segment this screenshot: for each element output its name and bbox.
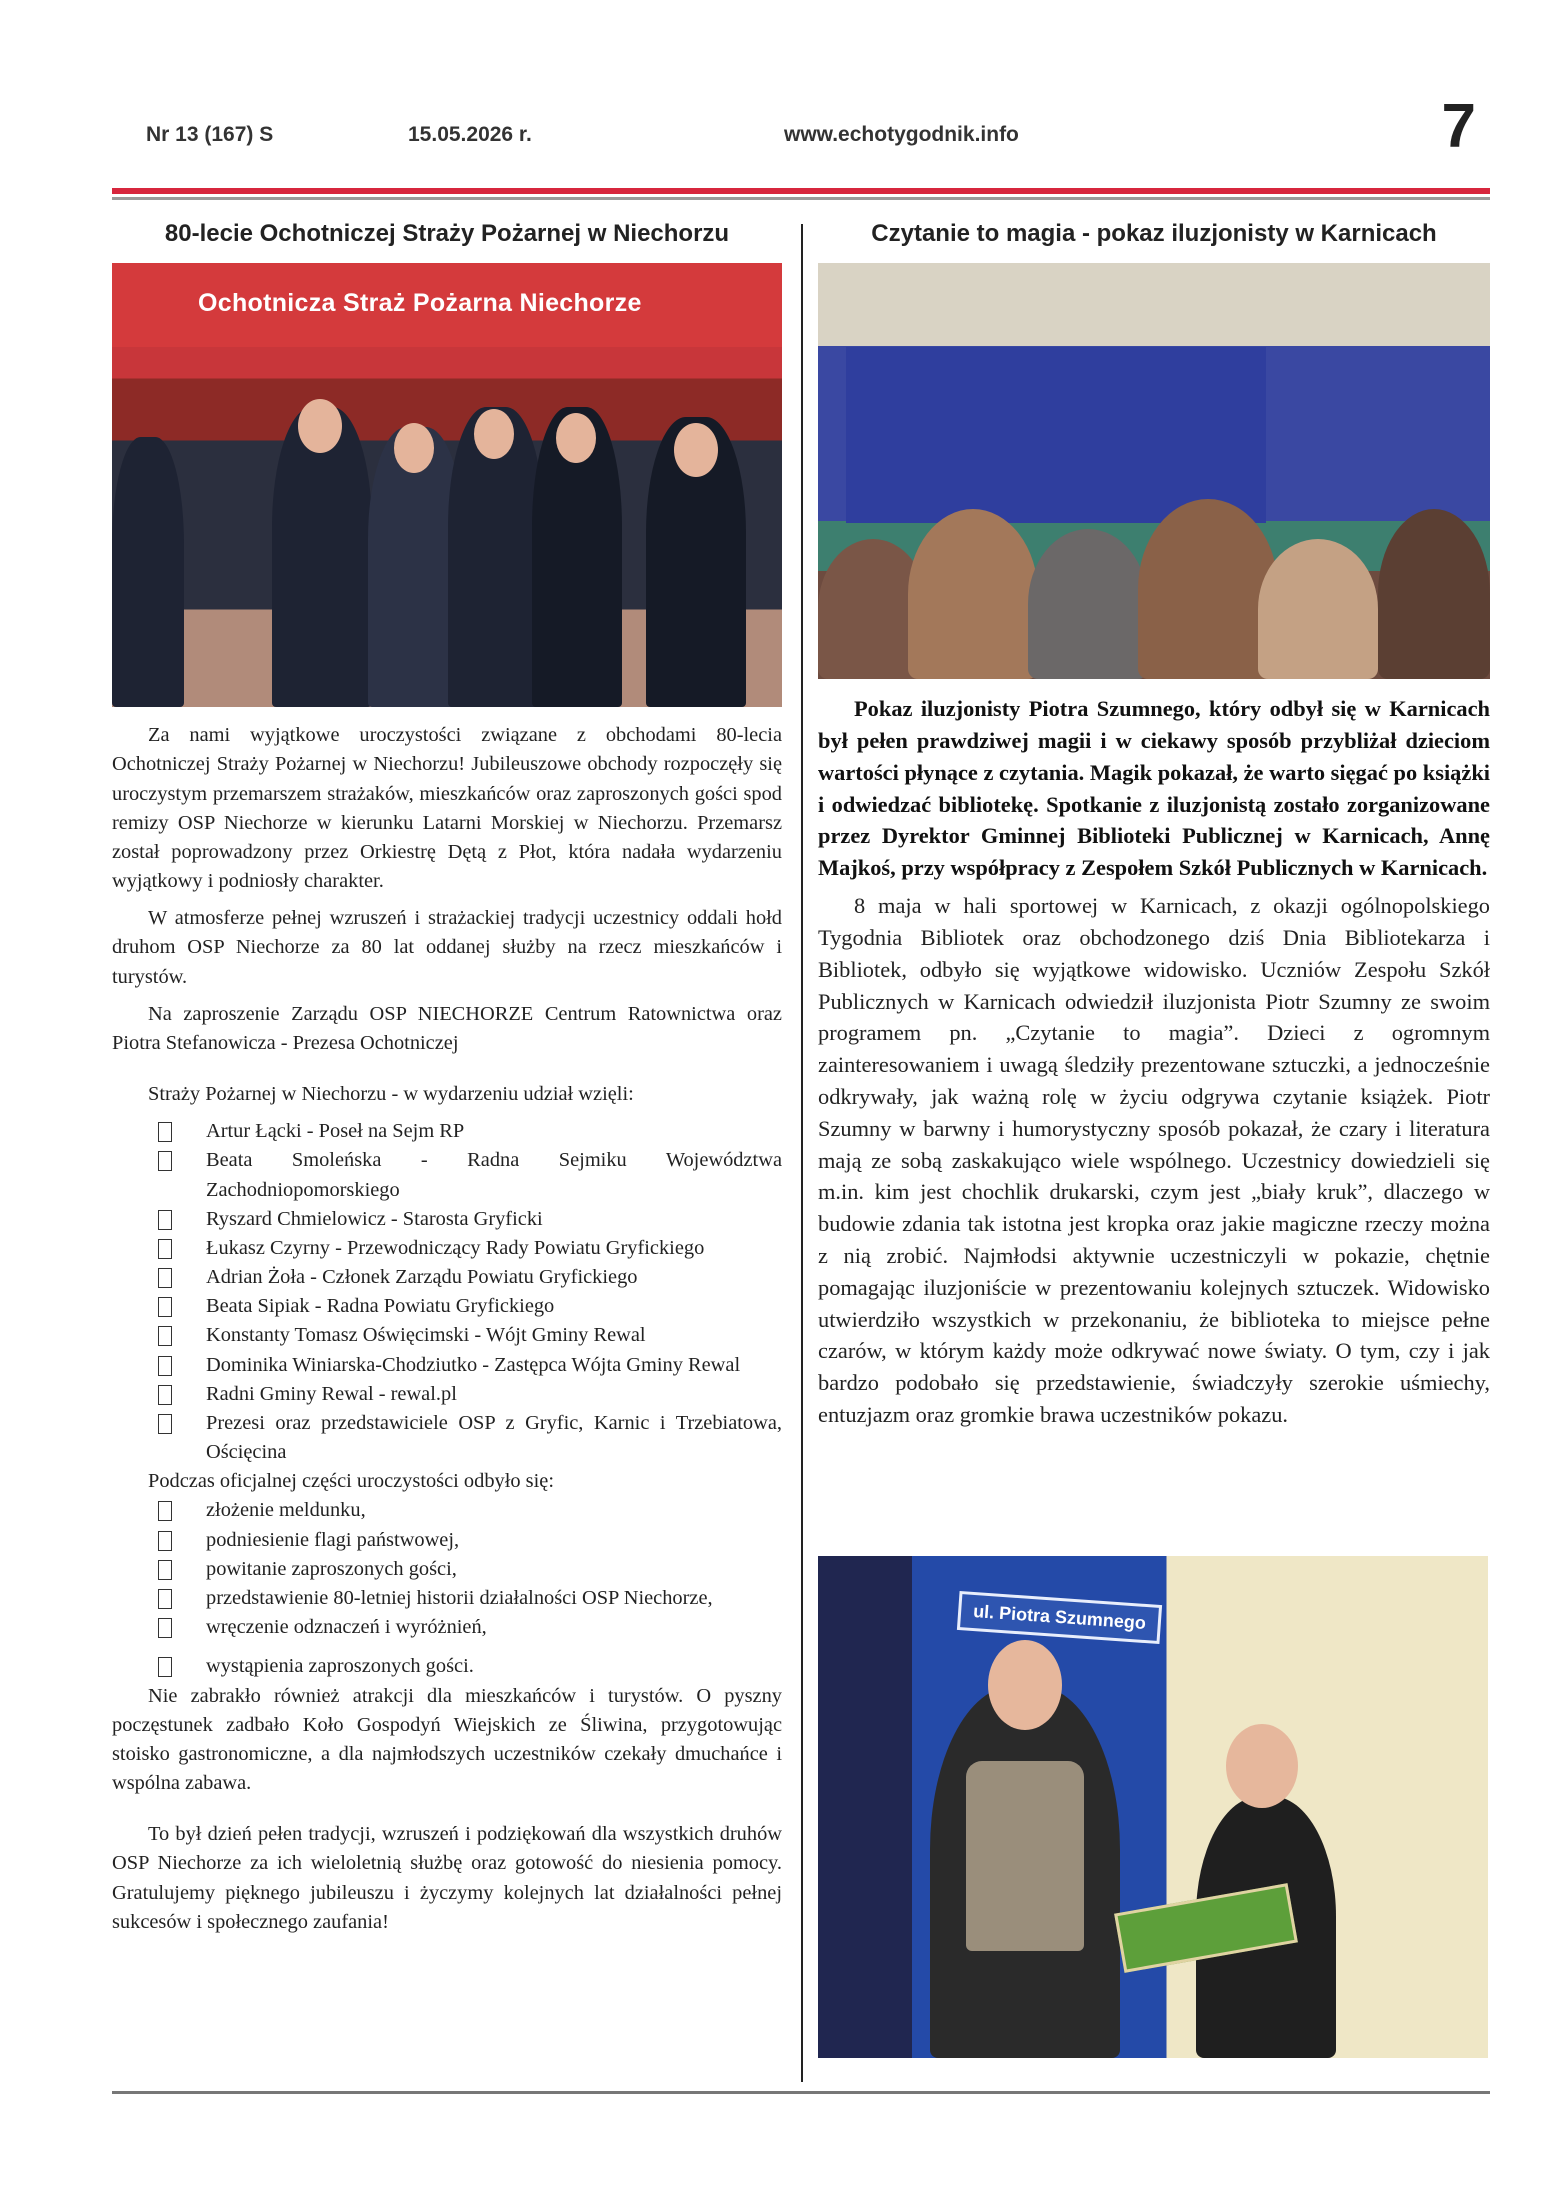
photo-vest bbox=[966, 1761, 1084, 1951]
list-item: złożenie meldunku, bbox=[112, 1496, 782, 1525]
list-item: Adrian Żoła - Członek Zarządu Powiatu Gryfickiego bbox=[112, 1263, 782, 1292]
photo-head bbox=[556, 413, 596, 463]
guest-list-intro: Straży Pożarnej w Niechorzu - w wydarzeniu udział wzięli: bbox=[148, 1083, 634, 1106]
list-item: wręczenie odznaczeń i wyróżnień, bbox=[112, 1613, 782, 1642]
photo-head bbox=[298, 399, 342, 453]
photo-figure bbox=[1028, 529, 1148, 679]
checkbox-glyph-icon bbox=[158, 1297, 172, 1317]
paragraph: To był dzień pełen tradycji, wzruszeń i podziękowań dla wszystkich druhów OSP Niechorze za ich wieloletnią służbę oraz gotowość do niesienia pomocy. Gratulujemy pięknego jubileuszu i życzymy kolejnych lat działalności pełnej sukcesów i społecznego zaufania! bbox=[112, 1823, 782, 1933]
right-article bbox=[818, 212, 1490, 1634]
list-item: Beata Sipiak - Radna Powiatu Gryfickiego bbox=[112, 1292, 782, 1321]
list-item: Artur Łącki - Poseł na Sejm RP bbox=[112, 1117, 782, 1146]
photo-head bbox=[988, 1640, 1062, 1730]
photo-figure bbox=[1138, 499, 1278, 679]
footer-rule bbox=[112, 2091, 1490, 2094]
list-item: Beata Smoleńska - Radna Sejmiku Województwa Zachodniopomorskiego bbox=[112, 1146, 782, 1204]
list-item: podniesienie flagi państwowej, bbox=[112, 1526, 782, 1555]
left-article-title: 80-lecie Ochotniczej Straży Pożarnej w Niechorzu bbox=[164, 220, 730, 247]
checkbox-glyph-icon bbox=[158, 1560, 172, 1580]
photo-head bbox=[474, 409, 514, 459]
left-article bbox=[112, 212, 782, 1945]
page-header bbox=[112, 0, 1490, 200]
photo-head bbox=[1226, 1724, 1298, 1808]
list-item: Dominika Winiarska-Chodziutko - Zastępca Wójta Gminy Rewal bbox=[112, 1351, 782, 1380]
guest-list bbox=[112, 1117, 782, 1467]
photo-curtain bbox=[846, 347, 1266, 523]
photo-banner-text: Ochotnicza Straż Pożarna Niechorze bbox=[198, 289, 642, 318]
right-article-title: Czytanie to magia - pokaz iluzjonisty w Karnicach bbox=[871, 220, 1437, 247]
checkbox-glyph-icon bbox=[158, 1151, 172, 1171]
checkbox-glyph-icon bbox=[158, 1239, 172, 1259]
name-sign: ul. Piotra Szumnego bbox=[957, 1591, 1162, 1644]
list-item: Prezesi oraz przedstawiciele OSP z Gryfic, Karnic i Trzebiatowa, Ościęcina bbox=[112, 1409, 782, 1467]
list-item: przedstawienie 80-letniej historii działalności OSP Niechorze, bbox=[112, 1584, 782, 1613]
ceremony-list bbox=[112, 1496, 782, 1681]
website-link[interactable]: www.echotygodnik.info bbox=[784, 123, 1019, 146]
checkbox-glyph-icon bbox=[158, 1531, 172, 1551]
checkbox-glyph-icon bbox=[158, 1122, 172, 1142]
photo-figure bbox=[112, 437, 184, 707]
paragraph: Nie zabrakło również atrakcji dla mieszkańców i turystów. O pyszny poczęstunek zadbało Koło Gospodyń Wiejskich ze Śliwina, przygotowując stoisko gastronomiczne, a dla najmłodszych uczestników czekały dmuchańce i wspólna zabawa. bbox=[112, 1684, 782, 1795]
illusionist-hall-photo bbox=[818, 263, 1490, 679]
photo-head bbox=[394, 423, 434, 473]
paragraph: Na zaproszenie Zarządu OSP NIECHORZE Centrum Ratownictwa oraz Piotra Stefanowicza - Prezesa Ochotniczej bbox=[112, 1002, 782, 1054]
list-item: wystąpienia zaproszonych gości. bbox=[112, 1652, 782, 1681]
list-item: powitanie zaproszonych gości, bbox=[112, 1555, 782, 1584]
illusionist-with-girl-photo bbox=[818, 1556, 1488, 2058]
checkbox-glyph-icon bbox=[158, 1501, 172, 1521]
checkbox-glyph-icon bbox=[158, 1385, 172, 1405]
paragraph: Za nami wyjątkowe uroczystości związane z obchodami 80-lecia Ochotniczej Straży Pożarnej w Niechorzu! Jubileuszowe obchody rozpoczęły się uroczystym przemarszem strażaków, mieszkańców oraz zaproszonych gości spod remizy OSP Niechorze w kierunku Latarni Morskiej w Niechorzu. Przemarsz został poprowadzony przez Orkiestrę Dętą z Płot, która nadała wydarzeniu wyjątkowy i podniosły charakter. bbox=[112, 724, 782, 893]
page-number: 7 bbox=[1441, 92, 1476, 161]
paragraph: W atmosferze pełnej wzruszeń i strażackiej tradycji uczestnicy oddali hołd druhom OSP Niechorze za 80 lat oddanej służby na rzecz mieszkańców i turystów. bbox=[112, 907, 782, 988]
right-article-lead: Pokaz iluzjonisty Piotra Szumnego, który odbył się w Karnicach był pełen prawdziwej magii i w ciekawy sposób przybliżał dzieciom wartości płynące z czytania. Magik pokazał, że warto sięgać po książki i odwiedzać bibliotekę. Spotkanie z iluzjonistą zostało zorganizowane przez Dyrektor Gminnej Biblioteki Publicznej w Karnicach, Annę Majkoś, przy współpracy z Zespołem Szkół Publicznych w Karnicach. bbox=[818, 696, 1490, 881]
list-item: Konstanty Tomasz Oświęcimski - Wójt Gminy Rewal bbox=[112, 1321, 782, 1350]
list-item: Łukasz Czyrny - Przewodniczący Rady Powiatu Gryfickiego bbox=[112, 1234, 782, 1263]
right-article-body: 8 maja w hali sportowej w Karnicach, z okazji ogólnopolskiego Tygodnia Bibliotek oraz obchodzonego dziś Dnia Bibliotekarza i Bibliotek, odbyło się wyjątkowe widowisko. Uczniów Zespołu Szkół Publicznych w Karnicach odwiedził iluzjonista Piotr Szumny ze swoim programem pn. „Czytanie to magia”. Dzieci z ogromnym zainteresowaniem i uwagą śledziły prezentowane sztuczki, a jednocześnie odkrywały, jak ważną rolę w życiu odgrywa czytanie książek. Piotr Szumny w barwny i humorystyczny sposób pokazał, że czary i literatura mają ze sobą zaskakująco wiele wspólnego. Uczestnicy dowiedzieli się m.in. kim jest chochlik drukarski, czym jest „biały kruk”, dlaczego w budowie zdania tak istotna jest kropka oraz jakie magiczne rzeczy można z nią zrobić. Najmłodsi aktywnie uczestniczyli w pokazie, chętnie pomagając iluzjoniście w prezentowaniu kolejnych sztuczek. Widowisko utwierdziło wszystkich w przekonaniu, że biblioteka to miejsce pełne czarów, w którym każdy może odkrywać nowe światy. O tym, czy i jak bardzo podobało się przedstawienie, świadczyły szerokie uśmiechy, entuzjazm oraz gromkie brawa uczestników pokazu. bbox=[818, 893, 1490, 1428]
ceremony-intro: Podczas oficjalnej części uroczystości odbyło się: bbox=[148, 1470, 554, 1493]
list-item: Ryszard Chmielowicz - Starosta Gryficki bbox=[112, 1205, 782, 1234]
checkbox-glyph-icon bbox=[158, 1414, 172, 1434]
column-divider bbox=[801, 224, 803, 2082]
left-article-body bbox=[112, 721, 782, 1937]
checkbox-glyph-icon bbox=[158, 1268, 172, 1288]
photo-figure bbox=[908, 509, 1038, 679]
checkbox-glyph-icon bbox=[158, 1657, 172, 1677]
fire-brigade-photo bbox=[112, 263, 782, 707]
list-item: Radni Gminy Rewal - rewal.pl bbox=[112, 1380, 782, 1409]
photo-figure bbox=[1258, 539, 1378, 679]
checkbox-glyph-icon bbox=[158, 1326, 172, 1346]
header-rule-red bbox=[112, 188, 1490, 194]
issue-number: Nr 13 (167) S bbox=[146, 123, 274, 146]
checkbox-glyph-icon bbox=[158, 1618, 172, 1638]
photo-figure bbox=[1378, 509, 1490, 679]
photo-head bbox=[674, 423, 718, 477]
header-rule-gray bbox=[112, 197, 1490, 200]
checkbox-glyph-icon bbox=[158, 1589, 172, 1609]
checkbox-glyph-icon bbox=[158, 1356, 172, 1376]
issue-date: 15.05.2026 r. bbox=[408, 123, 532, 146]
checkbox-glyph-icon bbox=[158, 1210, 172, 1230]
